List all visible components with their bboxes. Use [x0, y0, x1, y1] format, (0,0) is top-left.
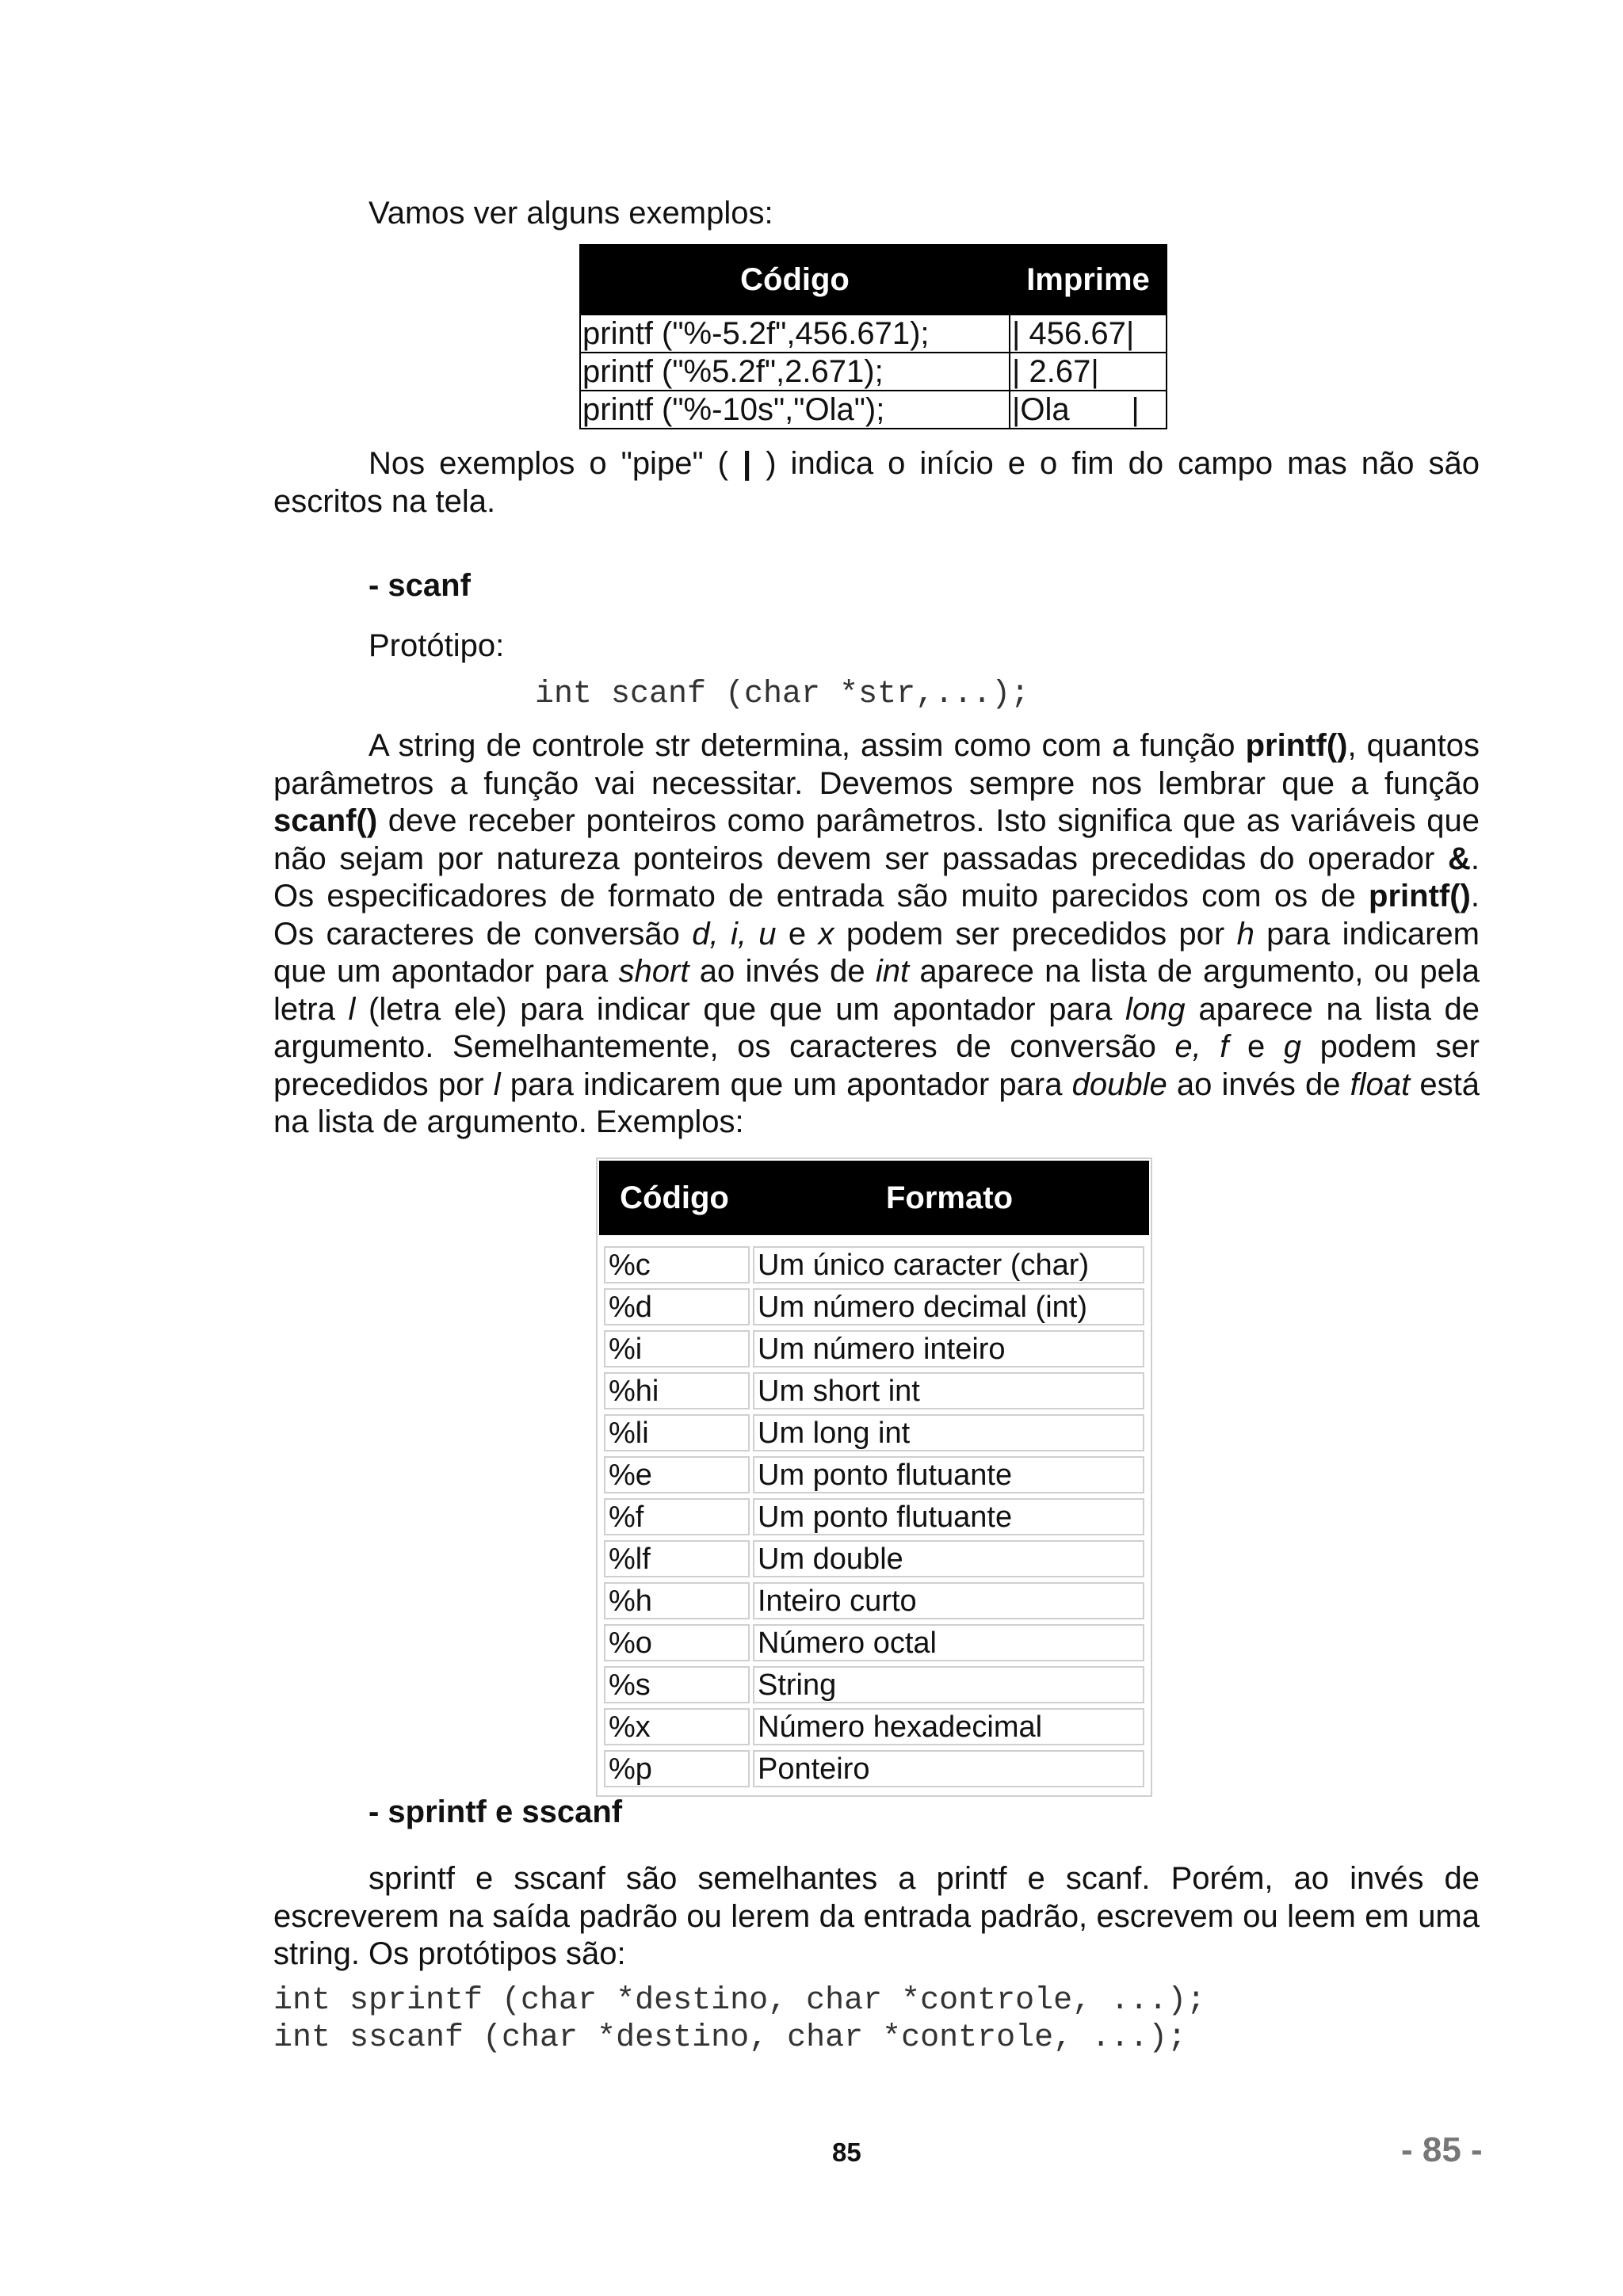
specifier-cell: %h [604, 1582, 750, 1619]
specifier-cell: %p [604, 1750, 750, 1787]
header-imprime: Imprime [1010, 245, 1167, 315]
specifier-cell: %lf [604, 1540, 750, 1577]
table-row [580, 315, 1167, 353]
sprintf-heading: - sprintf e sscanf [369, 1794, 623, 1829]
pipe-symbol: | [743, 446, 752, 481]
intro-text: Vamos ver alguns exemplos: [369, 196, 773, 231]
description-cell: String [753, 1666, 1144, 1703]
page-number: 85 [832, 2138, 861, 2167]
table-row [602, 1665, 1146, 1707]
table-row [602, 1329, 1146, 1371]
table-row [602, 1623, 1146, 1665]
header-codigo: Código [580, 245, 1010, 315]
description-cell: Um double [753, 1540, 1144, 1577]
header-codigo: Código [620, 1180, 729, 1215]
table-row [602, 1707, 1146, 1749]
specifier-cell: %i [604, 1330, 750, 1367]
specifier-cell: %e [604, 1456, 750, 1493]
table-row [602, 1749, 1146, 1791]
description-cell: Um ponto flutuante [753, 1498, 1144, 1535]
pipe-note-before: Nos exemplos o "pipe" ( [369, 446, 743, 481]
printf-examples-table [579, 244, 1167, 429]
sprintf-paragraph: sprintf e sscanf são semelhantes a printf e scanf. Porém, ao invés de escreverem na saída padrão ou lerem da entrada padrão, escrevem ou leem em uma string. Os protótipos são: [273, 1861, 1480, 1971]
table-row [602, 1497, 1146, 1539]
sscanf-prototype-code: int sscanf (char *destino, char *controle, ...); [273, 2020, 1187, 2056]
code-cell: printf ("%5.2f",2.671); [580, 353, 1010, 391]
code-cell: printf ("%-5.2f",456.671); [580, 315, 1010, 353]
table-body [598, 1237, 1151, 1795]
specifier-cell: %c [604, 1246, 750, 1283]
description-cell: Número hexadecimal [753, 1708, 1144, 1745]
description-cell: Ponteiro [753, 1750, 1144, 1787]
table-row [602, 1539, 1146, 1581]
sprintf-prototype-code: int sprintf (char *destino, char *controle, ...); [273, 1983, 1206, 2019]
description-cell: Um ponto flutuante [753, 1456, 1144, 1493]
scanf-heading: - scanf [369, 568, 471, 603]
description-cell: Um número decimal (int) [753, 1288, 1144, 1325]
table-row [602, 1371, 1146, 1413]
table-row [602, 1287, 1146, 1329]
pipe-note-after: ) indica o início e o fim do campo mas não são escritos na tela. [273, 446, 1480, 519]
output-cell: |Ola | [1010, 391, 1167, 429]
header-formato: Formato [886, 1180, 1013, 1215]
table-row [602, 1455, 1146, 1497]
table-header-row [599, 1161, 1149, 1235]
specifier-cell: %x [604, 1708, 750, 1745]
specifier-cell: %s [604, 1666, 750, 1703]
page-label: - 85 - [1401, 2130, 1483, 2169]
prototype-label: Protótipo: [369, 628, 505, 663]
table-row [602, 1245, 1146, 1287]
scanf-format-table [596, 1158, 1152, 1797]
specifier-cell: %hi [604, 1372, 750, 1409]
table-row [602, 1581, 1146, 1623]
output-cell: | 2.67| [1010, 353, 1167, 391]
description-cell: Um long int [753, 1414, 1144, 1451]
code-cell: printf ("%-10s","Ola"); [580, 391, 1010, 429]
table-header-row [580, 245, 1167, 315]
description-cell: Um único caracter (char) [753, 1246, 1144, 1283]
table-row [580, 353, 1167, 391]
description-cell: Inteiro curto [753, 1582, 1144, 1619]
table-row [602, 1413, 1146, 1455]
specifier-cell: %li [604, 1414, 750, 1451]
scanf-prototype-code: int scanf (char *str,...); [535, 677, 1030, 712]
specifier-cell: %f [604, 1498, 750, 1535]
description-cell: Um número inteiro [753, 1330, 1144, 1367]
scanf-paragraph: A string de controle str determina, assim como com a função printf(), quantos parâmetros a função vai necessitar. Devemos sempre nos lembrar que a função scanf() deve receber ponteiros como parâmetros. Isto significa que as variáveis que não sejam por natureza ponteiros devem ser passadas precedidas do operador &. Os especificadores de formato de entrada são muito parecidos com os de printf(). Os caracteres de conversão d, i, u e x podem ser precedidos por h para indicarem que um apontador para short ao invés de int aparece na lista de argumento, ou pela letra l (letra ele) para indicar que que um apontador para long aparece na lista de argumento. Semelhantemente, os caracteres de conversão e, f e g podem ser precedidos por l para indicarem que um apontador para double ao invés de float está na lista de argumento. Exemplos: [273, 728, 1480, 1139]
description-cell: Número octal [753, 1624, 1144, 1661]
output-cell: | 456.67| [1010, 315, 1167, 353]
pipe-note-paragraph [273, 445, 1480, 521]
specifier-cell: %d [604, 1288, 750, 1325]
table-row [580, 391, 1167, 429]
specifier-cell: %o [604, 1624, 750, 1661]
description-cell: Um short int [753, 1372, 1144, 1409]
